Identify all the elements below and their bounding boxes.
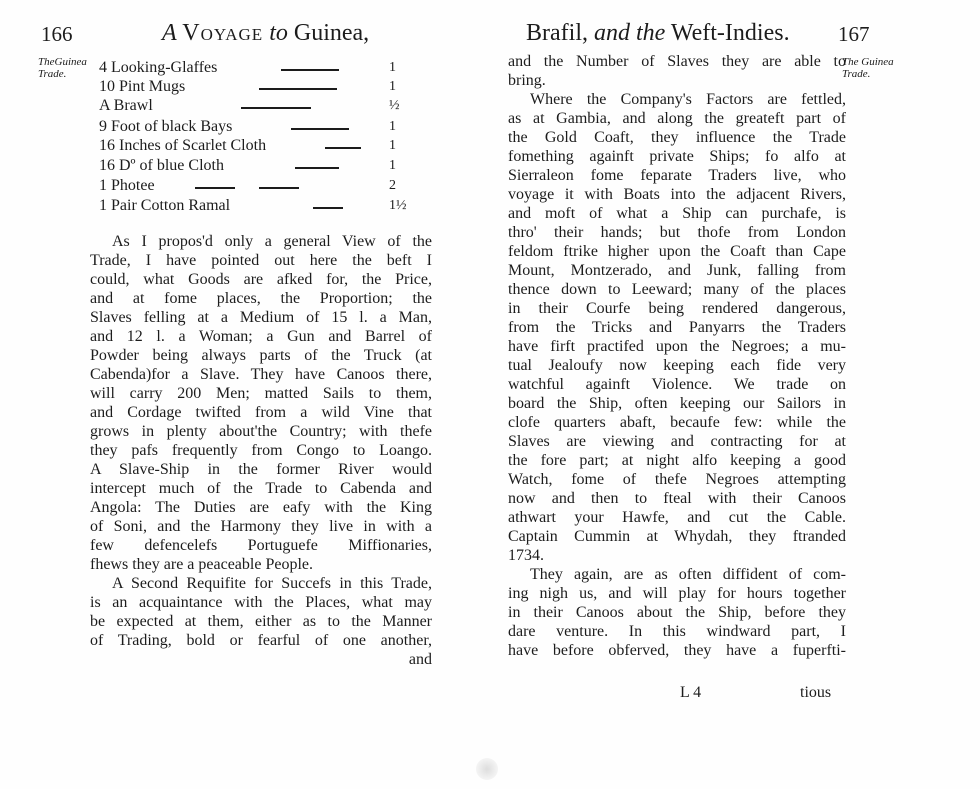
text-line: is an acquaintance with the Places, what may	[90, 594, 432, 611]
rh-left-to: to	[263, 20, 294, 46]
goods-item: 9 Foot of black Bays	[99, 118, 233, 135]
signature-mark: L 4	[680, 684, 702, 701]
text-line: be expected at them, either as to the Manner	[90, 613, 432, 630]
text-line: Sierraleon fome feparate Traders live, who	[508, 167, 846, 184]
text-line: ing nigh us, and will play for hours together	[508, 585, 846, 602]
goods-row	[99, 117, 429, 137]
goods-qty: 1½	[389, 198, 407, 213]
goods-item: 10 Pint Mugs	[99, 78, 186, 95]
text-line: fomething againft private Ships; fo alfo at	[508, 148, 846, 165]
text-line: Captain Cummin at Whydah, they ftranded	[508, 528, 846, 545]
text-line: watchful againft Violence. We trade on	[508, 376, 846, 393]
goods-qty: 1	[389, 119, 396, 134]
text-line: Trade, I have pointed out here the beft I	[90, 252, 432, 269]
dash	[295, 167, 339, 169]
goods-item: 16 Dº of blue Cloth	[99, 157, 224, 174]
text-line: the Gold Coaft, they influence the Trade	[508, 129, 846, 146]
dash	[259, 88, 337, 90]
text-line: now and then to fteal with their Canoos	[508, 490, 846, 507]
running-head-right	[526, 20, 790, 47]
text-line: 1734.	[508, 547, 544, 564]
text-line: clofe quarters abaft, becaufe few: while the	[508, 414, 846, 431]
goods-item: 16 Inches of Scarlet Cloth	[99, 137, 267, 154]
text-line: of Soni, and the Harmony they live in with a	[90, 518, 432, 535]
text-line: intercept much of the Trade to Cabenda and	[90, 480, 432, 497]
goods-row	[99, 58, 429, 78]
goods-row	[99, 196, 429, 216]
rh-right-west-indies: Weft-Indies.	[665, 20, 790, 46]
text-line: A Second Requifite for Succefs in this Trade,	[112, 575, 432, 592]
text-line: in their Courfe being rendered dangerous,	[508, 300, 846, 317]
goods-row	[99, 77, 429, 97]
text-line: As I propos'd only a general View of the	[112, 233, 432, 250]
goods-qty: ½	[389, 98, 400, 113]
text-line: they pafs frequently from Congo to Loango.	[90, 442, 432, 459]
dash	[195, 187, 235, 189]
text-line: have before obferved, they have a fuperfti-	[508, 642, 846, 659]
text-line: and 12 l. a Woman; a Gun and Barrel of	[90, 328, 432, 345]
dash	[241, 107, 311, 109]
text-line: They again, are as often diffident of com-	[530, 566, 846, 583]
rh-left-guinea: Guinea,	[293, 20, 370, 46]
text-line: and Cordage twifted from a wild Vine that	[90, 404, 432, 421]
text-line: thence down to Leeward; many of the places	[508, 281, 846, 298]
text-line: Where the Company's Factors are fettled,	[530, 91, 846, 108]
text-line: Powder being always parts of the Truck (at	[90, 347, 432, 364]
text-line: dare venture. In this windward part, I	[508, 623, 846, 640]
dash	[281, 69, 339, 71]
text-line: tual Jealoufy now keeping each fide very	[508, 357, 846, 374]
text-line: the fore part; at night alfo keeping a good	[508, 452, 846, 469]
text-line: grows in plenty about'the Country; with thefe	[90, 423, 432, 440]
text-line: feldom ftrike higher upon the Coaft than Cape	[508, 243, 846, 260]
goods-row	[99, 176, 429, 196]
rh-left-voyage: Voyage	[182, 20, 264, 46]
goods-qty: 2	[389, 178, 396, 193]
goods-row	[99, 96, 429, 116]
goods-item: A Brawl	[99, 97, 153, 114]
catchword-left: and	[408, 651, 432, 668]
body-text-left	[90, 232, 432, 669]
goods-qty: 1	[389, 138, 396, 153]
page-number-left: 166	[41, 22, 73, 46]
dash	[259, 187, 299, 189]
goods-item: 1 Pair Cotton Ramal	[99, 197, 231, 214]
text-line: in their Canoos about the Ship, before they	[508, 604, 846, 621]
rh-right-and-the: and the	[593, 20, 666, 46]
page-number-right: 167	[838, 22, 870, 46]
text-line: will carry 200 Men; matted Sails to them,	[90, 385, 432, 402]
rh-left-a: A	[162, 20, 183, 46]
text-line: Watch, fome of thefe Negroes attempting	[508, 471, 846, 488]
text-line: could, what Goods are afked for, the Price,	[90, 271, 432, 288]
text-line: as at Gambia, and along the greateft part of	[508, 110, 846, 127]
text-line: A Slave-Ship in the former River would	[90, 461, 432, 478]
text-line: Angola: The Duties are eafy with the King	[90, 499, 432, 516]
goods-row	[99, 156, 429, 176]
text-line: voyage it with Boats into the adjacent Rivers,	[508, 186, 846, 203]
rh-right-brasil: Brafil,	[526, 20, 594, 46]
text-line: few defencelefs Portuguefe Miffionaries,	[90, 537, 432, 554]
text-line: of Trading, bold or fearful of one another,	[90, 632, 432, 649]
text-line: Slaves felling at a Medium of 15 l. a Man,	[90, 309, 432, 326]
text-line: Cabenda)for a Slave. They have Canoos there,	[90, 366, 432, 383]
goods-row	[99, 136, 429, 156]
text-line: have firft practifed upon the Negroes; a mu-	[508, 338, 846, 355]
dash	[325, 147, 361, 149]
dash	[291, 128, 349, 130]
goods-qty: 1	[389, 60, 396, 75]
text-line: Mount, Montzerado, and Junk, falling from	[508, 262, 846, 279]
catchword-right: tious	[800, 684, 832, 701]
text-line: and at fome places, the Proportion; the	[90, 290, 432, 307]
running-head-left	[162, 20, 369, 47]
goods-item: 1 Photee	[99, 177, 155, 194]
goods-qty: 1	[389, 79, 396, 94]
goods-item: 4 Looking-Glaffes	[99, 59, 218, 76]
text-line: board the Ship, often keeping our Sailors in	[508, 395, 846, 412]
text-line: from the Tricks and Panyarrs the Traders	[508, 319, 846, 336]
margin-note-right: The Guinea Trade.	[842, 56, 894, 80]
text-line: and moft of what a Ship can purchafe, is	[508, 205, 846, 222]
text-line: athwart your Hawfe, and cut the Cable.	[508, 509, 846, 526]
text-line: bring.	[508, 72, 546, 89]
text-line: Slaves are viewing and contracting for at	[508, 433, 846, 450]
body-text-right	[508, 52, 846, 660]
text-line: thro' their hands; but thofe from London	[508, 224, 846, 241]
margin-note-left: TheGuinea Trade.	[38, 56, 87, 80]
dash	[313, 207, 343, 209]
text-line: fhews they are a peaceable People.	[90, 556, 313, 573]
text-line: and the Number of Slaves they are able to	[508, 53, 846, 70]
goods-qty: 1	[389, 158, 396, 173]
